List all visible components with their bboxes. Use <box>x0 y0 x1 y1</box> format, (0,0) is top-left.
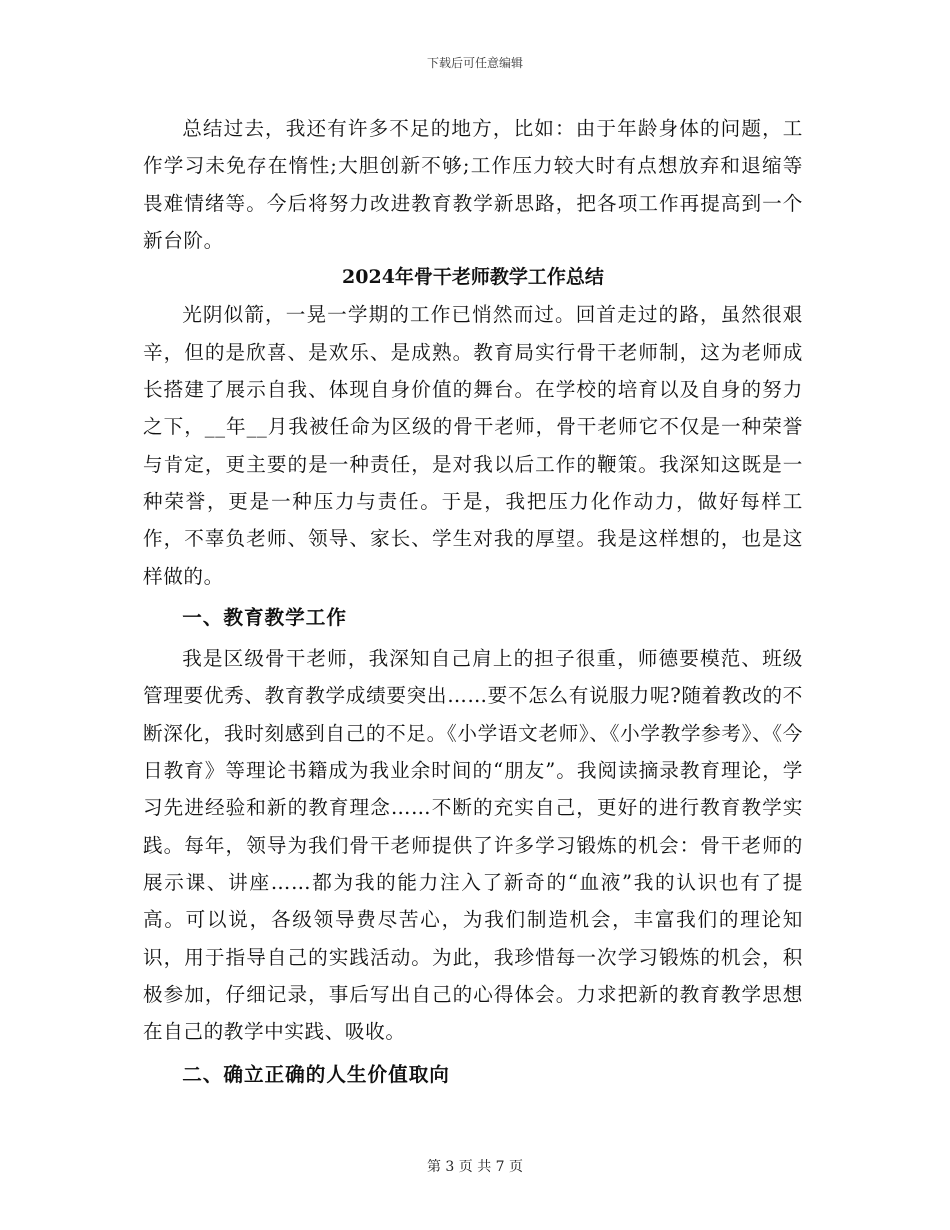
body-paragraph-1: 光阴似箭，一晃一学期的工作已悄然而过。回首走过的路，虽然很艰辛，但的是欣喜、是欢乐、是成熟。教育局实行骨干老师制，这为老师成长搭建了展示自我、体现自身价值的舞台。在学校的培育以及自身的努力之下，__年__月我被任命为区级的骨干老师，骨干老师它不仅是一种荣誉与肯定，更主要的是一种责任，是对我以后工作的鞭策。我深知这既是一种荣誉，更是一种压力与责任。于是，我把压力化作动力，做好每样工作，不辜负老师、领导、家长、学生对我的厚望。我是这样想的，也是这样做的。 <box>143 303 803 588</box>
section-1-paragraph: 我是区级骨干老师，我深知自己肩上的担子很重，师德要模范、班级管理要优秀、教育教学成绩要突出……要不怎么有说服力呢?随着教改的不断深化，我时刻感到自己的不足。《小学语文老师》、《小学教学参考》、《今日教育》等理论书籍成为我业余时间的“朋友”。我阅读摘录教育理论，学习先进经验和新的教育理念……不断的充实自己，更好的进行教育教学实践。每年，领导为我们骨干老师提供了许多学习锻炼的机会：骨干老师的展示课、讲座……都为我的能力注入了新奇的“血液”我的认识也有了提高。可以说，各级领导费尽苦心，为我们制造机会，丰富我们的理论知识，用于指导自己的实践活动。为此，我珍惜每一次学习锻炼的机会，积极参加，仔细记录，事后写出自己的心得体会。力求把新的教育教学思想在自己的教学中实践、吸收。 <box>143 647 803 1044</box>
page-header: 下载后可任意编辑 <box>426 56 523 70</box>
section-1-heading: 一、教育教学工作 <box>182 605 347 629</box>
page-footer: 第 3 页 共 7 页 <box>426 1159 524 1175</box>
document-title: 2024年骨干老师教学工作总结 <box>342 266 604 289</box>
document-body <box>143 110 803 1094</box>
intro-paragraph: 总结过去，我还有许多不足的地方，比如：由于年龄身体的问题，工作学习未免存在惰性;大胆创新不够;工作压力较大时有点想放弃和退缩等畏难情绪等。今后将努力改进教育教学新思路，把各项工作再提高到一个新台阶。 <box>143 117 803 252</box>
section-2-heading: 二、确立正确的人生价值取向 <box>182 1063 450 1087</box>
